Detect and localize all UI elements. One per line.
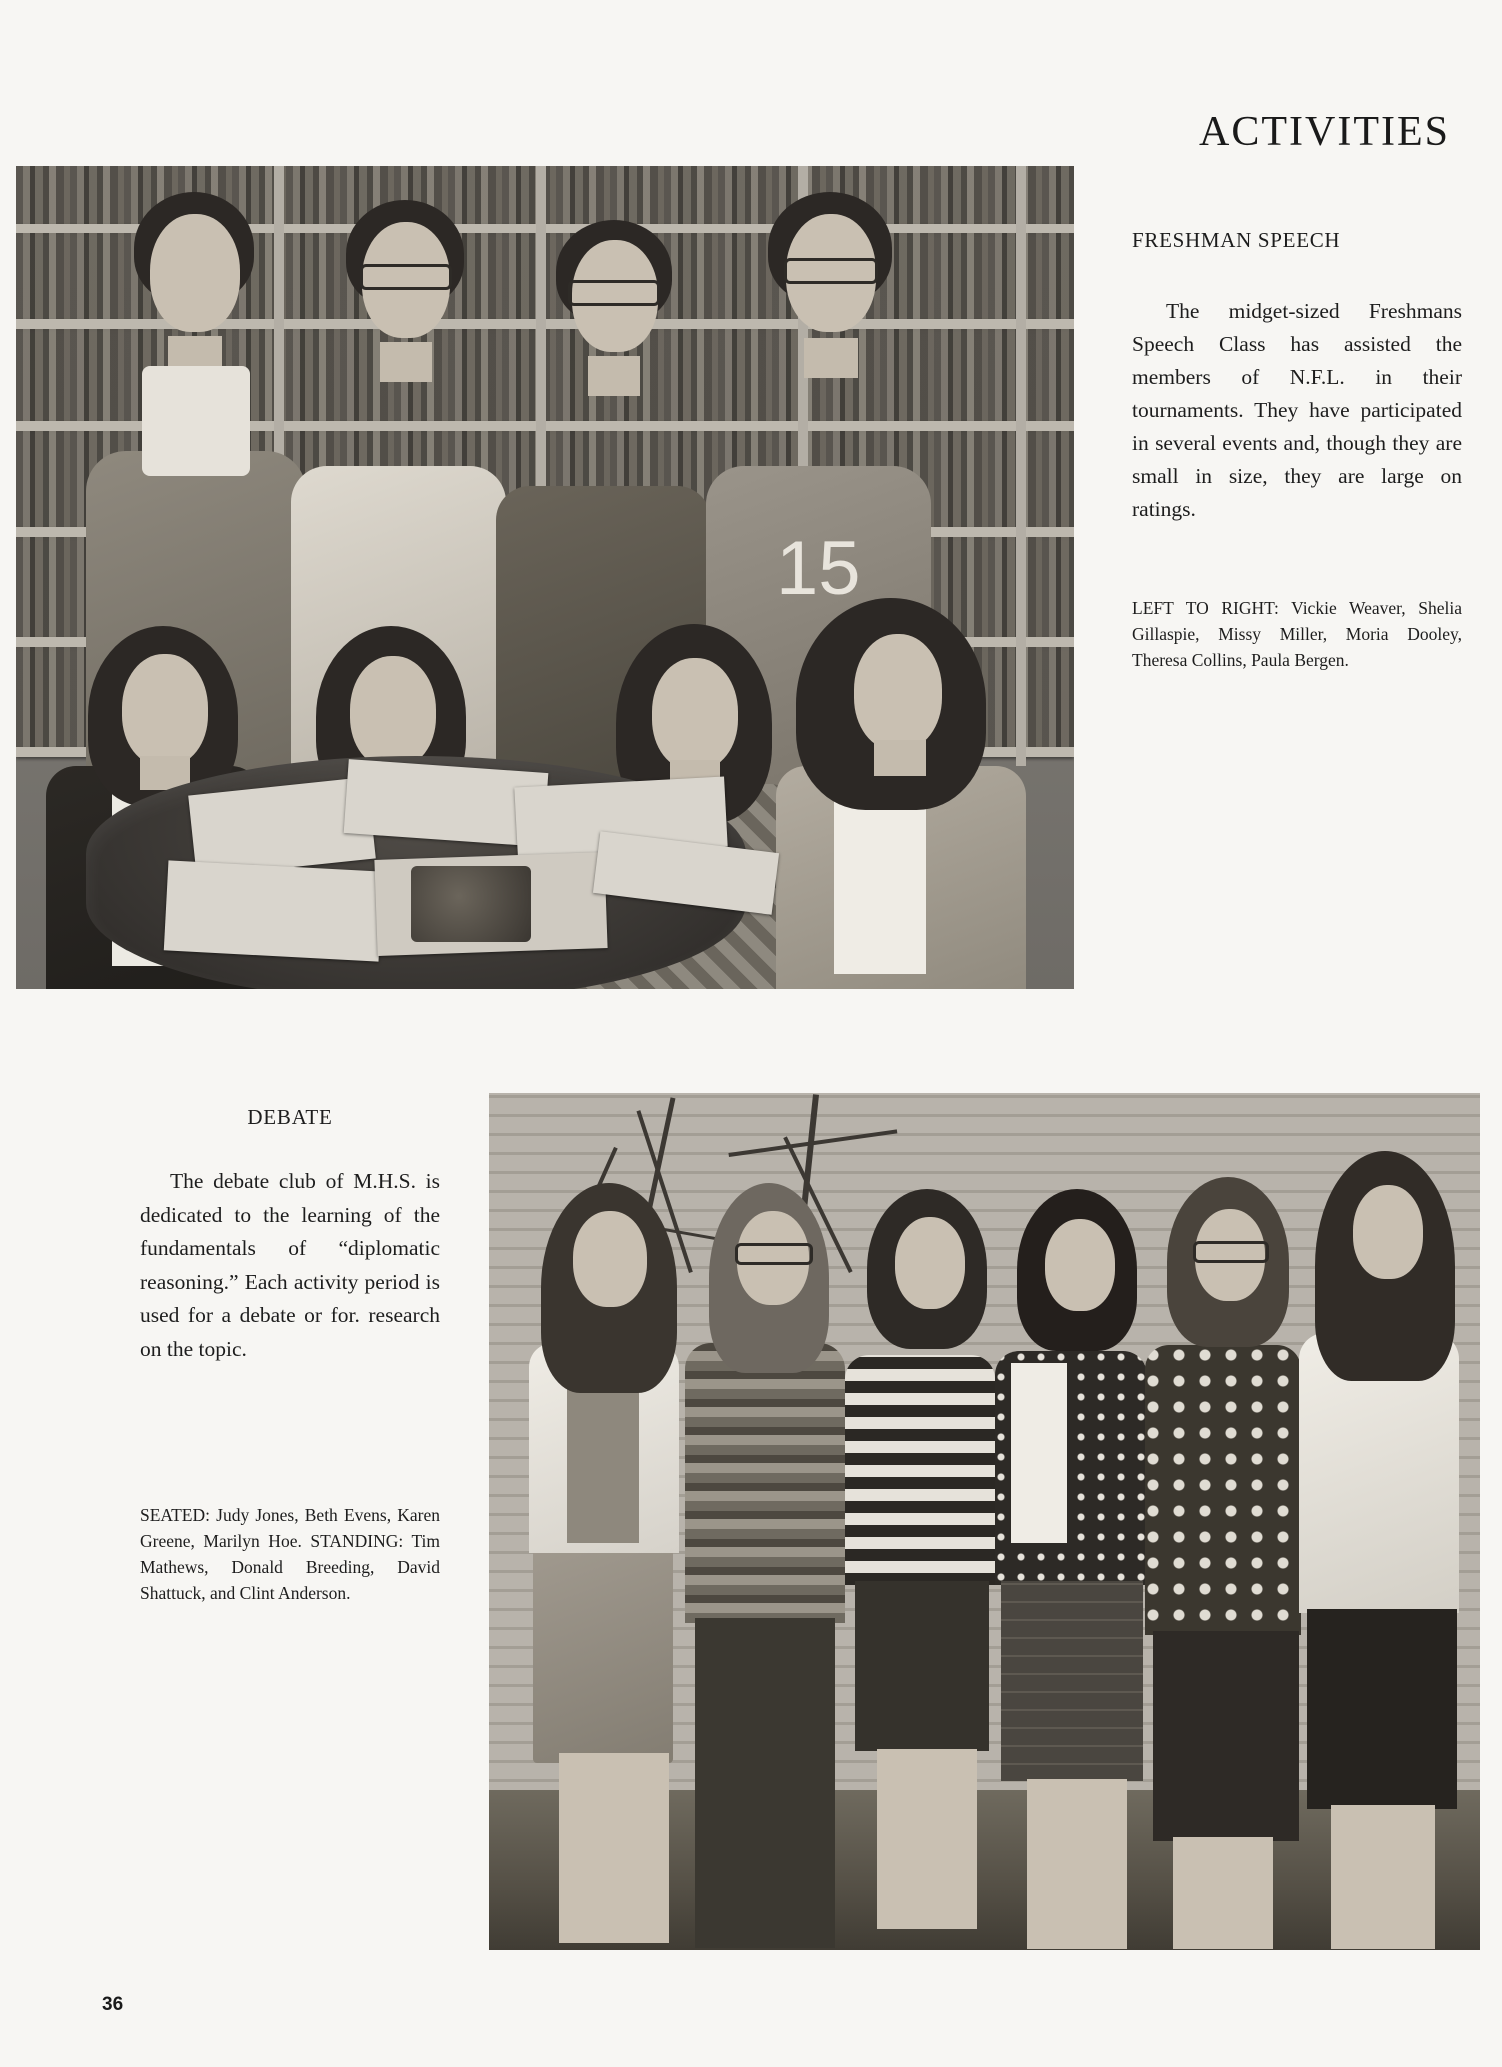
newspaper-photo	[411, 866, 531, 942]
debate-caption: SEATED: Judy Jones, Beth Evens, Karen Greene, Marilyn Hoe. STANDING: Tim Mathews, Donald Breeding, David Shattuck, and Clint Anderson.	[140, 1505, 440, 1603]
newspaper	[164, 860, 383, 961]
debate-title: DEBATE	[247, 1105, 333, 1129]
freshman-speech-body: The midget-sized Freshmans Speech Class has assisted the members of N.F.L. in their tournaments. They have participated in several events and, though they are small in size, they are large on ratings.	[1132, 299, 1462, 521]
page-number: 36	[102, 1994, 124, 2015]
freshman-speech-title: FRESHMAN SPEECH	[1132, 228, 1341, 252]
freshman-speech-caption: LEFT TO RIGHT: Vickie Weaver, Shelia Gillaspie, Missy Miller, Moria Dooley, Theresa Collins, Paula Bergen.	[1132, 598, 1462, 670]
freshman-speech-photo: 15	[16, 166, 1074, 989]
debate-photo	[489, 1093, 1480, 1950]
page-title: ACTIVITIES	[1199, 109, 1450, 155]
shelf-divider	[1016, 166, 1026, 766]
debate-body: The debate club of M.H.S. is dedicated to the learning of the fundamentals of “diplomatic reasoning.” Each activity period is used for a debate or for. research on the topic.	[140, 1169, 440, 1361]
